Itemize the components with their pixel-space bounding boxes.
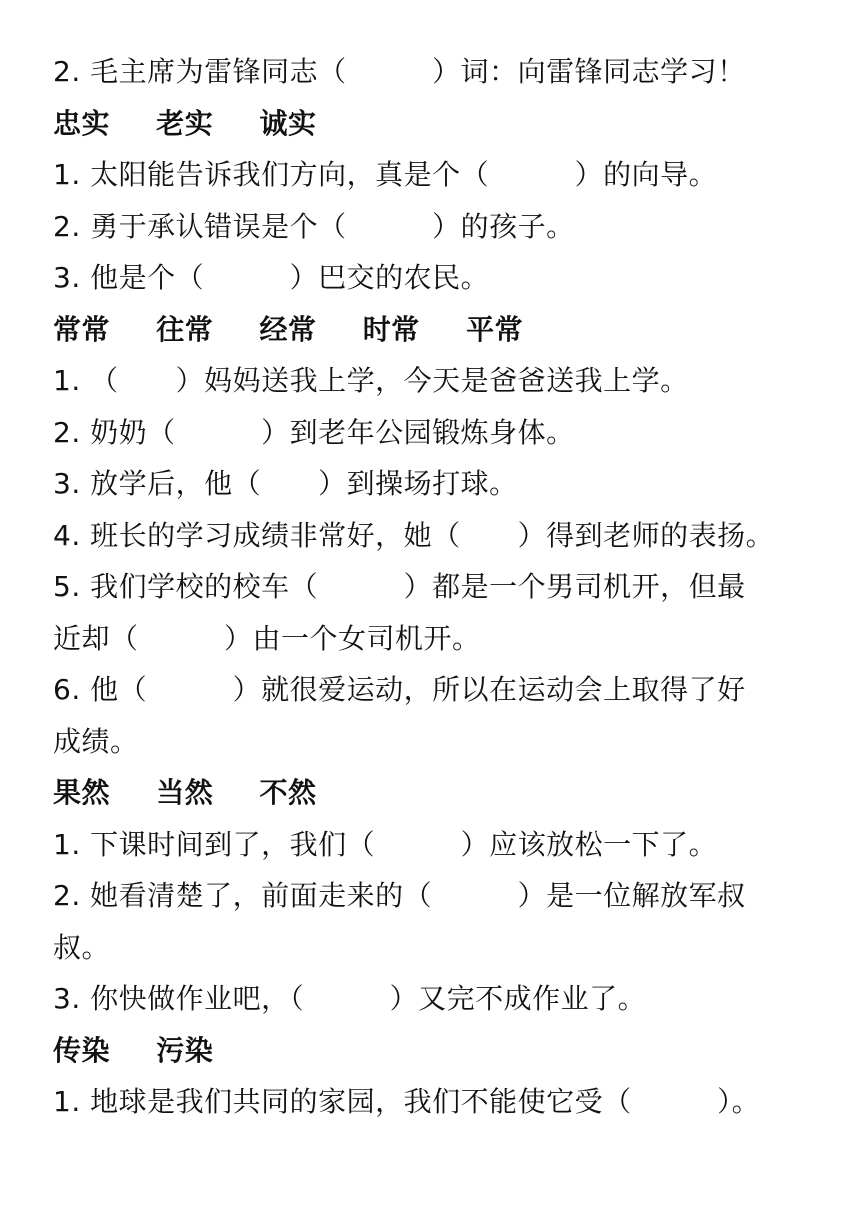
sentence-line: 1. 地球是我们共同的家园，我们不能使它受（ ）。 bbox=[53, 1085, 761, 1118]
worksheet bbox=[53, 46, 843, 1128]
sentence-line: 2. 奶奶（ ）到老年公园锻炼身体。 bbox=[53, 415, 575, 449]
word-choice: 果然 bbox=[53, 776, 111, 809]
sentence-line: 3. 他是个（ ）巴交的农民。 bbox=[53, 261, 490, 294]
sentence-line: 4. 班长的学习成绩非常好，她（ ）得到老师的表扬。 bbox=[53, 518, 775, 552]
word-choice: 往常 bbox=[156, 312, 214, 346]
sentence-line: 1. 下课时间到了，我们（ ）应该放松一下了。 bbox=[53, 827, 718, 861]
word-choice: 污染 bbox=[156, 1033, 214, 1067]
sentence-line: 2. 勇于承认错误是个（ ）的孩子。 bbox=[53, 209, 575, 243]
word-choice: 经常 bbox=[259, 312, 317, 346]
sentence-line: 2. 毛主席为雷锋同志（ ）词：向雷锋同志学习！ bbox=[53, 55, 746, 88]
word-group-heading bbox=[53, 304, 843, 356]
sentence-line: 叔。 bbox=[53, 930, 111, 964]
word-choice: 平常 bbox=[466, 312, 524, 346]
word-choice: 诚实 bbox=[259, 106, 317, 140]
sentence-line: 成绩。 bbox=[53, 724, 139, 758]
sentence-line: 2. 她看清楚了，前面走来的（ ）是一位解放军叔 bbox=[53, 879, 746, 912]
word-choice: 不然 bbox=[259, 776, 317, 809]
word-choice: 忠实 bbox=[53, 106, 111, 140]
sentence-line: 3. 放学后，他（ ）到操场打球。 bbox=[53, 467, 518, 500]
word-choice: 老实 bbox=[156, 106, 214, 140]
word-choice: 当然 bbox=[156, 776, 214, 809]
word-group-heading bbox=[53, 98, 843, 150]
sentence-line: 近却（ ）由一个女司机开。 bbox=[53, 621, 481, 655]
word-group-heading bbox=[53, 767, 843, 819]
word-choice: 时常 bbox=[362, 312, 420, 346]
word-choice: 常常 bbox=[53, 312, 111, 346]
sentence-line: 6. 他（ ）就很爱运动，所以在运动会上取得了好 bbox=[53, 673, 746, 706]
sentence-line: 5. 我们学校的校车（ ）都是一个男司机开，但最 bbox=[53, 570, 746, 603]
word-choice: 传染 bbox=[53, 1033, 111, 1067]
sentence-line: 3. 你快做作业吧，（ ）又完不成作业了。 bbox=[53, 982, 647, 1015]
sentence-line: 1. （ ）妈妈送我上学，今天是爸爸送我上学。 bbox=[53, 364, 689, 397]
sentence-line: 1. 太阳能告诉我们方向，真是个（ ）的向导。 bbox=[53, 158, 718, 191]
word-group-heading bbox=[53, 1025, 843, 1077]
